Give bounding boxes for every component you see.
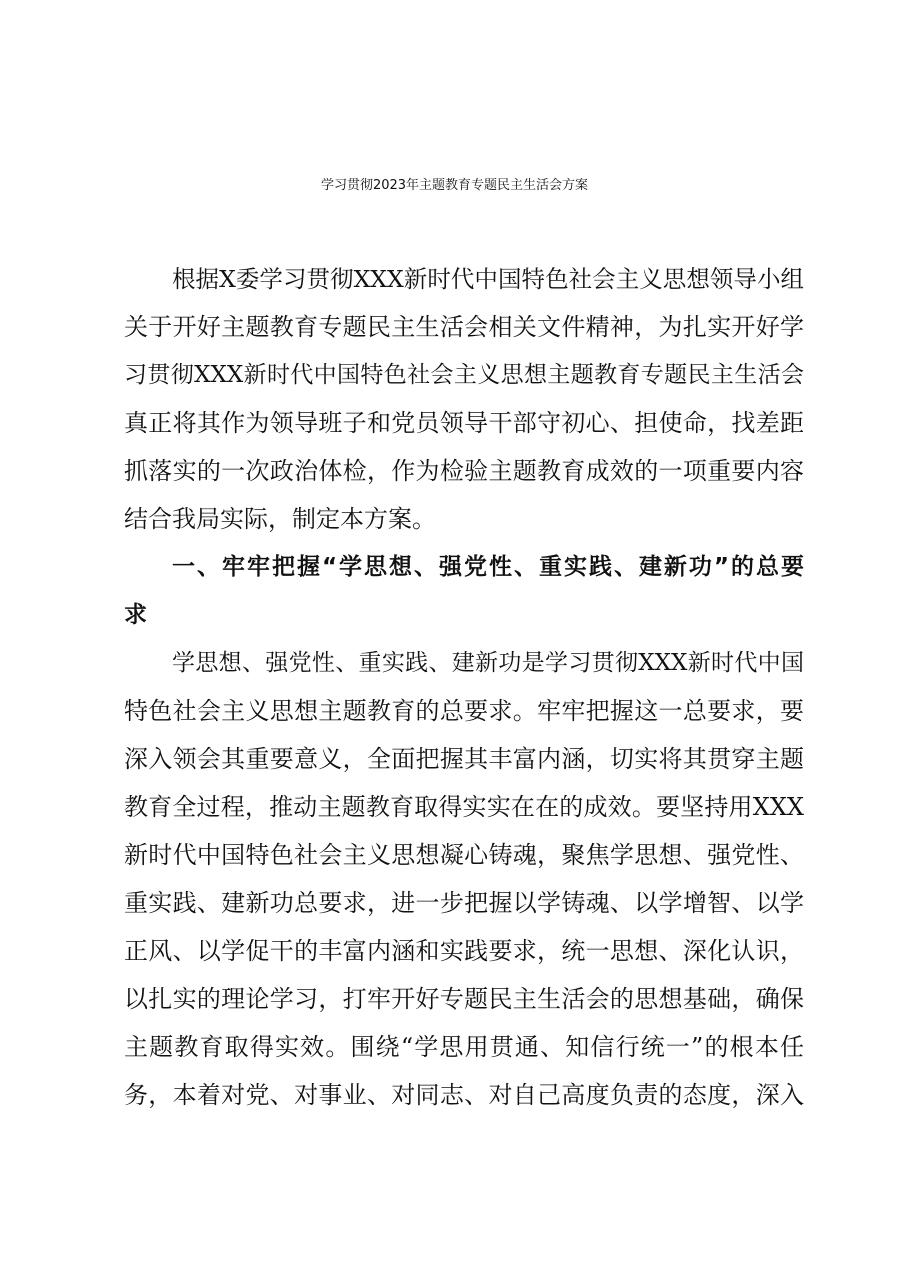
paragraph-1-line-6: 结合我局实际，制定本方案。: [124, 505, 436, 533]
paragraph-1-line-1: 根据X委学习贯彻XXX新时代中国特色社会主义思想领导小组: [172, 265, 804, 293]
paragraph-2-line-10: 务，本着对党、对事业、对同志、对自己高度负责的态度，深入: [124, 1081, 804, 1109]
section-heading-line-2: 求: [124, 602, 147, 628]
paragraph-2-line-7: 正风、以学促干的丰富内涵和实践要求，统一思想、深化认识，: [124, 937, 804, 965]
paragraph-2-line-8: 以扎实的理论学习，打牢开好专题民主生活会的思想基础，确保: [124, 985, 804, 1013]
paragraph-2-line-1: 学思想、强党性、重实践、建新功是学习贯彻XXX新时代中国: [172, 650, 804, 676]
section-heading-line-1: 一、牢牢把握“学思想、强党性、重实践、建新功”的总要: [172, 554, 804, 580]
paragraph-2-line-3: 深入领会其重要意义，全面把握其丰富内涵，切实将其贯穿主题: [124, 745, 804, 773]
document-title: 学习贯彻2023年主题教育专题民主生活会方案: [320, 178, 589, 193]
paragraph-1-line-2: 关于开好主题教育专题民主生活会相关文件精神，为扎实开好学: [124, 313, 804, 341]
paragraph-2-line-6: 重实践、建新功总要求，进一步把握以学铸魂、以学增智、以学: [124, 889, 804, 917]
paragraph-2-line-4: 教育全过程，推动主题教育取得实实在在的成效。要坚持用XXX: [124, 793, 804, 821]
paragraph-2-line-9: 主题教育取得实效。围绕“学思用贯通、知信行统一”的根本任: [124, 1033, 804, 1061]
paragraph-1-line-3: 习贯彻XXX新时代中国特色社会主义思想主题教育专题民主生活会: [124, 362, 804, 388]
paragraph-2-line-2: 特色社会主义思想主题教育的总要求。牢牢把握这一总要求，要: [124, 697, 804, 725]
paragraph-2-line-5: 新时代中国特色社会主义思想凝心铸魂，聚焦学思想、强党性、: [124, 841, 804, 869]
paragraph-1-line-5: 抓落实的一次政治体检，作为检验主题教育成效的一项重要内容: [124, 457, 804, 485]
paragraph-1-line-4: 真正将其作为领导班子和党员领导干部守初心、担使命，找差距: [124, 409, 804, 437]
